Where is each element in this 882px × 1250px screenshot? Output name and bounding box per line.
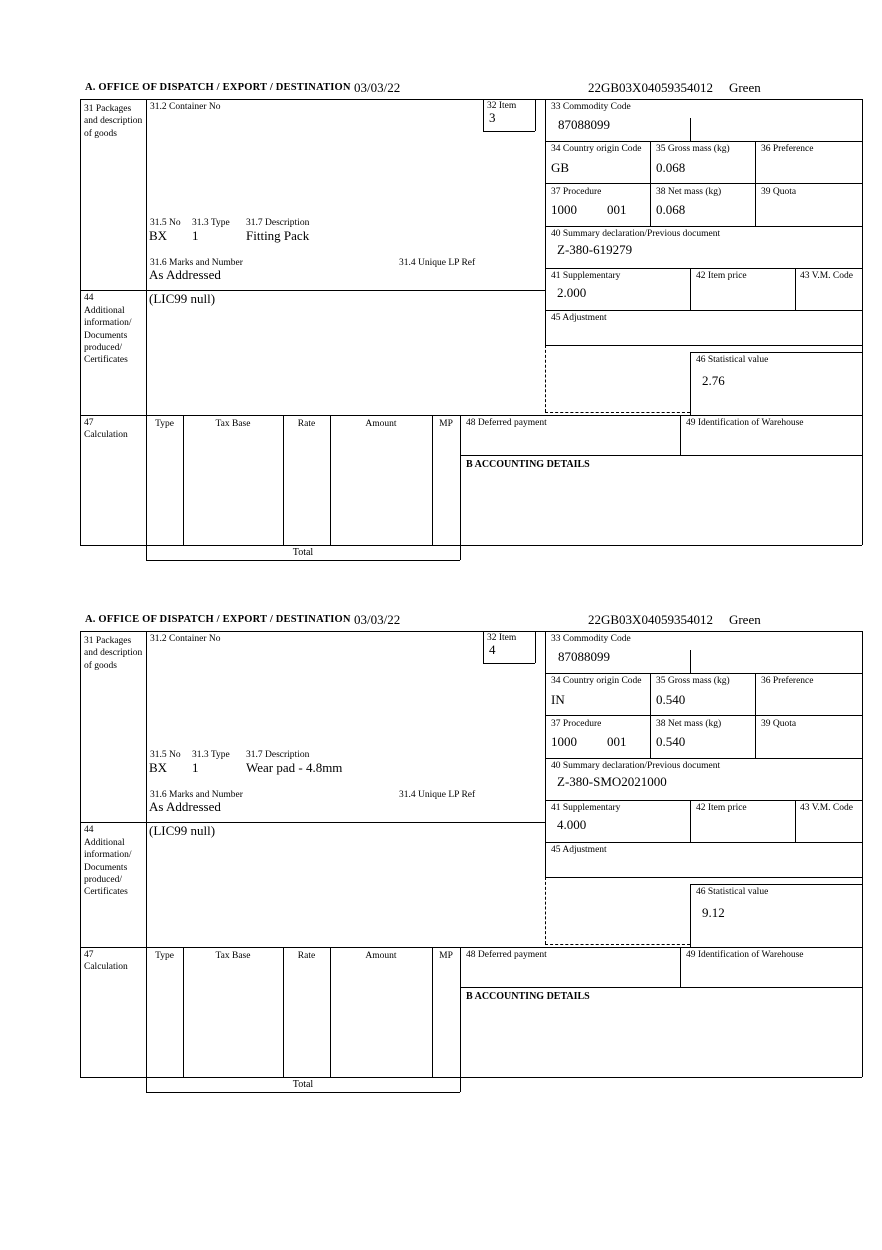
col-mp-header: MP (439, 951, 453, 961)
packages-number: BX (149, 760, 168, 775)
divider-line (690, 650, 691, 673)
divider-line (545, 345, 862, 346)
divider-line (545, 800, 862, 801)
divider-line (80, 415, 862, 416)
box37-label: 37 Procedure (551, 719, 602, 729)
box46-label: 46 Statistical value (696, 355, 769, 365)
divider-line (545, 715, 862, 716)
box31-label: 31 Packages and description of goods (84, 104, 143, 139)
divider-line (535, 99, 536, 131)
supplementary-units: 2.000 (557, 285, 587, 300)
gross-mass: 0.068 (656, 160, 686, 175)
net-mass: 0.068 (656, 202, 686, 217)
divider-line (690, 884, 862, 885)
divider-line (680, 947, 681, 987)
divider-line (755, 673, 756, 758)
statistical-value: 9.12 (702, 905, 725, 920)
box31-2-label: 31.2 Container No (150, 634, 221, 644)
divider-line (535, 631, 536, 663)
divider-line (283, 947, 284, 1077)
divider-line (483, 631, 484, 663)
col-tax-base-header: Tax Base (215, 951, 251, 961)
divider-line (80, 99, 81, 545)
office-of-dispatch-title: A. OFFICE OF DISPATCH / EXPORT / DESTINATION (85, 614, 351, 625)
divider-line (460, 415, 461, 560)
box49-label: 49 Identification of Warehouse (686, 950, 804, 960)
mrn-line (588, 613, 761, 628)
divider-line (80, 545, 862, 546)
col-amount-header: Amount (365, 419, 397, 429)
box44-number: 44 (84, 293, 94, 303)
box34-label: 34 Country origin Code (551, 676, 642, 686)
box40-label: 40 Summary declaration/Previous document (551, 761, 721, 771)
packages-type: 1 (192, 760, 199, 775)
box47-label: Calculation (84, 962, 128, 972)
mrn-number: 22GB03X04059354012 (588, 80, 713, 95)
box43-label: 43 V.M. Code (800, 803, 853, 813)
divider-line (545, 310, 862, 311)
divider-line (862, 631, 863, 1077)
divider-line (545, 758, 862, 759)
divider-line (690, 352, 691, 415)
col-mp-header: MP (439, 419, 453, 429)
procedure-qualifier: 001 (607, 202, 627, 217)
box31-6-label: 31.6 Marks and Number (150, 790, 243, 800)
box33-label: 33 Commodity Code (551, 634, 631, 644)
divider-line (650, 141, 651, 226)
box42-label: 42 Item price (696, 803, 747, 813)
box45-label: 45 Adjustment (551, 313, 607, 323)
dashed-divider-line (545, 412, 690, 413)
divider-line (183, 415, 184, 545)
summary-declaration: Z-380-SMO2021000 (557, 774, 667, 789)
additional-information: (LIC99 null) (149, 823, 216, 838)
divider-line (545, 877, 862, 878)
box38-label: 38 Net mass (kg) (656, 187, 722, 197)
packages-type: 1 (192, 228, 199, 243)
divider-line (680, 415, 681, 455)
box31-6-label: 31.6 Marks and Number (150, 258, 243, 268)
country-origin-code: IN (551, 692, 565, 707)
col-rate-header: Rate (297, 419, 316, 429)
divider-line (80, 947, 862, 948)
divider-line (690, 118, 691, 141)
divider-line (795, 268, 796, 310)
divider-line (545, 183, 862, 184)
accounting-details-label: B ACCOUNTING DETAILS (466, 991, 590, 1002)
declaration-date: 03/03/22 (354, 80, 401, 95)
divider-line (80, 99, 862, 100)
total-label: Total (292, 1079, 314, 1090)
box44-label: Additional information/ Documents produced/ Certificates (84, 838, 132, 898)
divider-line (483, 99, 484, 131)
accounting-details-label: B ACCOUNTING DETAILS (466, 459, 590, 470)
dashed-divider-line (545, 345, 546, 412)
divider-line (755, 141, 756, 226)
divider-line (545, 842, 862, 843)
goods-description: Fitting Pack (246, 228, 310, 243)
box31-5-label: 31.5 No (150, 218, 181, 228)
divider-line (146, 99, 147, 560)
divider-line (545, 141, 862, 142)
box35-label: 35 Gross mass (kg) (656, 144, 730, 154)
box49-label: 49 Identification of Warehouse (686, 418, 804, 428)
divider-line (545, 631, 546, 877)
country-origin-code: GB (551, 160, 570, 175)
box42-label: 42 Item price (696, 271, 747, 281)
divider-line (146, 1092, 460, 1093)
mrn-line (588, 81, 761, 96)
routing-status: Green (728, 612, 761, 627)
box39-label: 39 Quota (761, 719, 797, 729)
box32-label: 32 Item (487, 101, 517, 111)
dashed-divider-line (545, 877, 546, 944)
summary-declaration: Z-380-619279 (557, 242, 633, 257)
box34-label: 34 Country origin Code (551, 144, 642, 154)
procedure-code: 1000 (551, 202, 577, 217)
divider-line (80, 631, 862, 632)
commodity-code: 87088099 (558, 649, 610, 664)
divider-line (483, 663, 535, 664)
gross-mass: 0.540 (656, 692, 686, 707)
box47-label: Calculation (84, 430, 128, 440)
col-tax-base-header: Tax Base (215, 419, 251, 429)
box31-7-label: 31.7 Description (246, 750, 310, 760)
divider-line (432, 415, 433, 545)
col-amount-header: Amount (365, 951, 397, 961)
office-of-dispatch-title: A. OFFICE OF DISPATCH / EXPORT / DESTINATION (85, 82, 351, 93)
box41-label: 41 Supplementary (551, 271, 621, 281)
col-type-header: Type (155, 951, 174, 961)
item-block-1 (0, 82, 882, 562)
commodity-code: 87088099 (558, 117, 610, 132)
divider-line (183, 947, 184, 1077)
box46-label: 46 Statistical value (696, 887, 769, 897)
box37-label: 37 Procedure (551, 187, 602, 197)
item-number: 4 (489, 642, 496, 657)
divider-line (146, 560, 460, 561)
total-label: Total (292, 547, 314, 558)
box40-label: 40 Summary declaration/Previous document (551, 229, 721, 239)
box31-5-label: 31.5 No (150, 750, 181, 760)
supplementary-units: 4.000 (557, 817, 587, 832)
divider-line (460, 947, 461, 1092)
box31-3-label: 31.3 Type (192, 750, 230, 760)
box47-number: 47 (84, 950, 94, 960)
statistical-value: 2.76 (702, 373, 725, 388)
marks-and-numbers: As Addressed (149, 267, 221, 282)
divider-line (460, 455, 862, 456)
item-number: 3 (489, 110, 496, 125)
mrn-number: 22GB03X04059354012 (588, 612, 713, 627)
box38-label: 38 Net mass (kg) (656, 719, 722, 729)
divider-line (460, 987, 862, 988)
divider-line (283, 415, 284, 545)
divider-line (80, 631, 81, 1077)
divider-line (545, 673, 862, 674)
procedure-code: 1000 (551, 734, 577, 749)
box36-label: 36 Preference (761, 144, 814, 154)
box48-label: 48 Deferred payment (466, 418, 547, 428)
divider-line (690, 800, 691, 842)
divider-line (862, 99, 863, 545)
packages-number: BX (149, 228, 168, 243)
declaration-date: 03/03/22 (354, 612, 401, 627)
box47-number: 47 (84, 418, 94, 428)
divider-line (330, 947, 331, 1077)
box45-label: 45 Adjustment (551, 845, 607, 855)
col-rate-header: Rate (297, 951, 316, 961)
marks-and-numbers: As Addressed (149, 799, 221, 814)
box41-label: 41 Supplementary (551, 803, 621, 813)
item-block-2 (0, 614, 882, 1094)
box39-label: 39 Quota (761, 187, 797, 197)
box32-label: 32 Item (487, 633, 517, 643)
routing-status: Green (728, 80, 761, 95)
box31-4-label: 31.4 Unique LP Ref (399, 790, 476, 800)
procedure-qualifier: 001 (607, 734, 627, 749)
divider-line (146, 631, 147, 1092)
divider-line (432, 947, 433, 1077)
divider-line (690, 884, 691, 947)
box35-label: 35 Gross mass (kg) (656, 676, 730, 686)
box43-label: 43 V.M. Code (800, 271, 853, 281)
divider-line (795, 800, 796, 842)
dashed-divider-line (545, 944, 690, 945)
box31-3-label: 31.3 Type (192, 218, 230, 228)
box31-2-label: 31.2 Container No (150, 102, 221, 112)
col-type-header: Type (155, 419, 174, 429)
box33-label: 33 Commodity Code (551, 102, 631, 112)
additional-information: (LIC99 null) (149, 291, 216, 306)
divider-line (650, 673, 651, 758)
box36-label: 36 Preference (761, 676, 814, 686)
box31-4-label: 31.4 Unique LP Ref (399, 258, 476, 268)
box48-label: 48 Deferred payment (466, 950, 547, 960)
divider-line (80, 1077, 862, 1078)
divider-line (690, 268, 691, 310)
net-mass: 0.540 (656, 734, 686, 749)
box44-label: Additional information/ Documents produced/ Certificates (84, 306, 132, 366)
divider-line (545, 268, 862, 269)
divider-line (545, 99, 546, 345)
divider-line (330, 415, 331, 545)
box44-number: 44 (84, 825, 94, 835)
goods-description: Wear pad - 4.8mm (246, 760, 343, 775)
box31-label: 31 Packages and description of goods (84, 636, 143, 671)
divider-line (483, 131, 535, 132)
divider-line (690, 352, 862, 353)
box31-7-label: 31.7 Description (246, 218, 310, 228)
divider-line (545, 226, 862, 227)
